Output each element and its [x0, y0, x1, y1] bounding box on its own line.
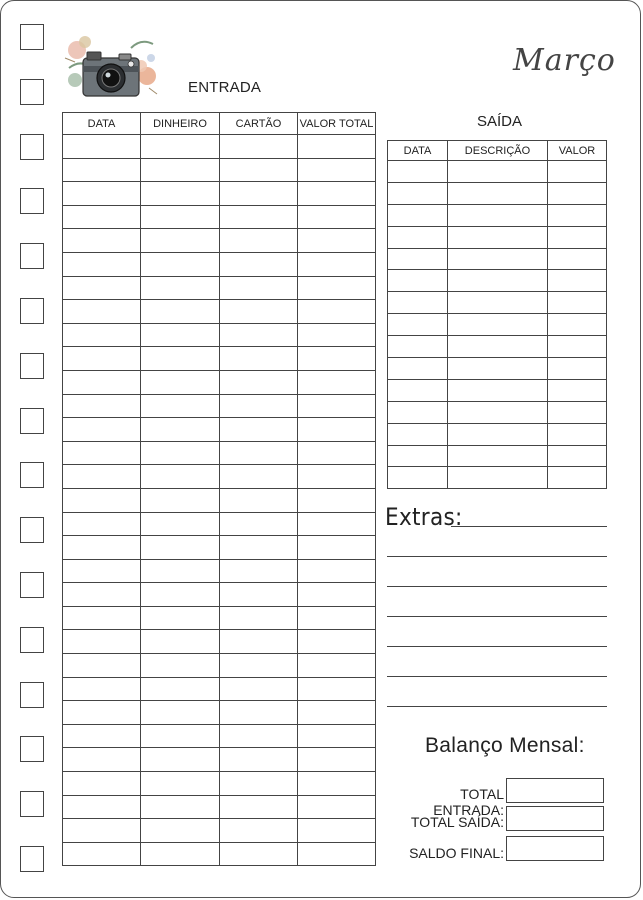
table-cell[interactable] [220, 229, 298, 253]
table-cell[interactable] [220, 583, 298, 607]
table-cell[interactable] [298, 300, 376, 324]
table-cell[interactable] [298, 276, 376, 300]
table-cell[interactable] [141, 158, 220, 182]
table-cell[interactable] [220, 795, 298, 819]
table-cell[interactable] [448, 467, 548, 489]
table-cell[interactable] [63, 205, 141, 229]
table-row [63, 347, 376, 371]
table-cell[interactable] [448, 270, 548, 292]
table-row [63, 135, 376, 159]
punch-hole [20, 188, 44, 214]
column-header-dinheiro: DINHEIRO [141, 113, 220, 135]
table-cell[interactable] [548, 336, 607, 358]
table-row [63, 842, 376, 866]
table-cell[interactable] [548, 204, 607, 226]
table-cell[interactable] [63, 182, 141, 206]
saida-table [387, 140, 607, 489]
table-row [388, 292, 607, 314]
table-row [63, 677, 376, 701]
table-cell[interactable] [220, 394, 298, 418]
table-cell[interactable] [548, 379, 607, 401]
table-cell[interactable] [141, 135, 220, 159]
table-cell[interactable] [548, 314, 607, 336]
table-cell[interactable] [298, 465, 376, 489]
saida-table-body [388, 161, 607, 489]
extras-line[interactable] [387, 616, 607, 617]
table-cell[interactable] [298, 205, 376, 229]
table-cell[interactable] [388, 292, 448, 314]
table-cell[interactable] [448, 379, 548, 401]
table-row [388, 270, 607, 292]
table-row [63, 441, 376, 465]
table-cell[interactable] [298, 347, 376, 371]
table-cell[interactable] [388, 182, 448, 204]
table-cell[interactable] [220, 441, 298, 465]
total-entrada-box[interactable] [506, 778, 604, 803]
table-row [63, 772, 376, 796]
table-cell[interactable] [63, 842, 141, 866]
table-cell[interactable] [141, 441, 220, 465]
table-cell[interactable] [141, 795, 220, 819]
punch-hole [20, 572, 44, 598]
table-row [63, 701, 376, 725]
table-cell[interactable] [448, 314, 548, 336]
table-cell[interactable] [63, 488, 141, 512]
table-cell[interactable] [141, 654, 220, 678]
total-saida-label: TOTAL SAÍDA: [410, 814, 504, 830]
column-header-cartao: CARTÃO [220, 113, 298, 135]
table-cell[interactable] [141, 418, 220, 442]
table-row [63, 229, 376, 253]
punch-hole [20, 134, 44, 160]
table-cell[interactable] [141, 724, 220, 748]
table-cell[interactable] [220, 536, 298, 560]
table-cell[interactable] [220, 300, 298, 324]
table-row [388, 161, 607, 183]
table-cell[interactable] [298, 772, 376, 796]
table-cell[interactable] [388, 314, 448, 336]
table-cell[interactable] [298, 252, 376, 276]
table-row [63, 205, 376, 229]
table-cell[interactable] [63, 252, 141, 276]
table-row [63, 536, 376, 560]
table-cell[interactable] [141, 182, 220, 206]
table-cell[interactable] [298, 229, 376, 253]
table-cell[interactable] [388, 226, 448, 248]
table-cell[interactable] [448, 204, 548, 226]
table-cell[interactable] [388, 379, 448, 401]
table-cell[interactable] [298, 701, 376, 725]
table-row [63, 465, 376, 489]
table-cell[interactable] [220, 512, 298, 536]
punch-hole [20, 846, 44, 872]
column-header-descricao: DESCRIÇÃO [448, 141, 548, 161]
table-cell[interactable] [388, 270, 448, 292]
table-cell[interactable] [388, 401, 448, 423]
table-cell[interactable] [298, 158, 376, 182]
table-row [388, 445, 607, 467]
table-cell[interactable] [220, 772, 298, 796]
table-header-row [388, 141, 607, 161]
table-row [388, 248, 607, 270]
table-cell[interactable] [141, 252, 220, 276]
table-cell[interactable] [548, 270, 607, 292]
table-cell[interactable] [220, 465, 298, 489]
table-cell[interactable] [298, 819, 376, 843]
punch-hole [20, 517, 44, 543]
punch-hole [20, 736, 44, 762]
table-cell[interactable] [448, 401, 548, 423]
table-row [63, 819, 376, 843]
column-header-data: DATA [388, 141, 448, 161]
table-cell[interactable] [298, 536, 376, 560]
table-cell[interactable] [63, 772, 141, 796]
entrada-table-body [63, 135, 376, 866]
table-cell[interactable] [141, 583, 220, 607]
saldo-final-box[interactable] [506, 836, 604, 861]
table-cell[interactable] [548, 358, 607, 380]
table-row [63, 394, 376, 418]
table-cell[interactable] [141, 276, 220, 300]
table-cell[interactable] [388, 467, 448, 489]
table-cell[interactable] [63, 394, 141, 418]
total-entrada-label: TOTAL ENTRADA: [433, 786, 504, 818]
table-row [388, 314, 607, 336]
table-cell[interactable] [63, 677, 141, 701]
table-cell[interactable] [141, 229, 220, 253]
table-row [388, 182, 607, 204]
table-cell[interactable] [63, 512, 141, 536]
table-row [63, 182, 376, 206]
extras-line[interactable] [451, 526, 607, 527]
table-cell[interactable] [448, 423, 548, 445]
table-cell[interactable] [298, 488, 376, 512]
table-cell[interactable] [141, 677, 220, 701]
table-cell[interactable] [298, 724, 376, 748]
table-row [63, 606, 376, 630]
column-header-valor-total: VALOR TOTAL [298, 113, 376, 135]
table-cell[interactable] [448, 226, 548, 248]
table-cell[interactable] [63, 418, 141, 442]
table-cell[interactable] [220, 701, 298, 725]
table-cell[interactable] [298, 583, 376, 607]
table-cell[interactable] [298, 748, 376, 772]
table-cell[interactable] [448, 358, 548, 380]
table-cell[interactable] [298, 370, 376, 394]
table-cell[interactable] [63, 465, 141, 489]
table-cell[interactable] [388, 423, 448, 445]
punch-hole [20, 791, 44, 817]
entrada-title: ENTRADA [188, 79, 262, 96]
table-cell[interactable] [548, 445, 607, 467]
table-cell[interactable] [298, 418, 376, 442]
table-cell[interactable] [141, 394, 220, 418]
table-cell[interactable] [448, 445, 548, 467]
table-cell[interactable] [220, 748, 298, 772]
table-cell[interactable] [220, 677, 298, 701]
table-cell[interactable] [220, 559, 298, 583]
table-cell[interactable] [548, 467, 607, 489]
punch-hole [20, 408, 44, 434]
table-cell[interactable] [298, 441, 376, 465]
table-cell[interactable] [63, 748, 141, 772]
table-cell[interactable] [220, 370, 298, 394]
table-row [63, 418, 376, 442]
punch-hole [20, 462, 44, 488]
table-header-row [63, 113, 376, 135]
balance-title: Balanço Mensal: [425, 734, 585, 757]
table-cell[interactable] [220, 488, 298, 512]
punch-hole [20, 24, 44, 50]
table-row [63, 158, 376, 182]
punch-hole [20, 627, 44, 653]
table-cell[interactable] [63, 819, 141, 843]
table-cell[interactable] [63, 536, 141, 560]
table-cell[interactable] [141, 300, 220, 324]
table-cell[interactable] [220, 205, 298, 229]
table-cell[interactable] [298, 394, 376, 418]
table-row [63, 323, 376, 347]
table-cell[interactable] [63, 347, 141, 371]
table-cell[interactable] [220, 347, 298, 371]
table-cell[interactable] [448, 161, 548, 183]
table-cell[interactable] [220, 323, 298, 347]
table-cell[interactable] [63, 158, 141, 182]
table-cell[interactable] [388, 161, 448, 183]
extras-label: Extras: [385, 503, 463, 531]
table-cell[interactable] [63, 229, 141, 253]
table-cell[interactable] [388, 445, 448, 467]
table-cell[interactable] [63, 630, 141, 654]
table-cell[interactable] [63, 323, 141, 347]
table-cell[interactable] [298, 559, 376, 583]
saida-title: SAÍDA [477, 113, 523, 130]
table-cell[interactable] [141, 370, 220, 394]
punch-hole [20, 79, 44, 105]
table-cell[interactable] [141, 347, 220, 371]
saldo-final-label: SALDO FINAL: [409, 845, 504, 861]
table-cell[interactable] [63, 300, 141, 324]
table-row [63, 276, 376, 300]
table-cell[interactable] [141, 772, 220, 796]
table-cell[interactable] [388, 336, 448, 358]
table-cell[interactable] [63, 701, 141, 725]
table-cell[interactable] [298, 677, 376, 701]
table-row [63, 630, 376, 654]
table-cell[interactable] [141, 559, 220, 583]
table-cell[interactable] [63, 276, 141, 300]
table-cell[interactable] [141, 512, 220, 536]
table-cell[interactable] [220, 654, 298, 678]
table-cell[interactable] [548, 182, 607, 204]
extras-line[interactable] [387, 586, 607, 587]
table-row [388, 401, 607, 423]
table-cell[interactable] [220, 606, 298, 630]
table-row [388, 423, 607, 445]
table-cell[interactable] [298, 630, 376, 654]
table-cell[interactable] [548, 292, 607, 314]
table-row [63, 300, 376, 324]
table-cell[interactable] [63, 583, 141, 607]
table-cell[interactable] [141, 606, 220, 630]
table-row [63, 559, 376, 583]
extras-line[interactable] [387, 676, 607, 677]
table-cell[interactable] [448, 248, 548, 270]
table-cell[interactable] [388, 204, 448, 226]
table-cell[interactable] [141, 465, 220, 489]
table-cell[interactable] [141, 842, 220, 866]
table-row [63, 795, 376, 819]
table-row [63, 748, 376, 772]
entrada-table [62, 112, 376, 866]
extras-line[interactable] [387, 556, 607, 557]
table-cell[interactable] [448, 292, 548, 314]
table-cell[interactable] [220, 418, 298, 442]
table-cell[interactable] [63, 795, 141, 819]
table-cell[interactable] [141, 205, 220, 229]
table-cell[interactable] [298, 512, 376, 536]
column-header-valor: VALOR [548, 141, 607, 161]
table-cell[interactable] [141, 536, 220, 560]
table-cell[interactable] [63, 441, 141, 465]
table-row [388, 336, 607, 358]
table-cell[interactable] [63, 724, 141, 748]
table-cell[interactable] [63, 559, 141, 583]
table-cell[interactable] [548, 423, 607, 445]
table-cell[interactable] [548, 226, 607, 248]
table-cell[interactable] [298, 795, 376, 819]
table-cell[interactable] [141, 630, 220, 654]
table-cell[interactable] [220, 630, 298, 654]
table-cell[interactable] [141, 701, 220, 725]
table-cell[interactable] [448, 182, 548, 204]
table-row [63, 488, 376, 512]
table-row [63, 724, 376, 748]
table-cell[interactable] [298, 135, 376, 159]
table-row [388, 226, 607, 248]
table-cell[interactable] [548, 401, 607, 423]
table-cell[interactable] [220, 819, 298, 843]
table-row [388, 204, 607, 226]
table-cell[interactable] [141, 323, 220, 347]
column-header-data: DATA [63, 113, 141, 135]
punch-hole [20, 353, 44, 379]
table-cell[interactable] [220, 135, 298, 159]
table-row [63, 252, 376, 276]
table-row [388, 467, 607, 489]
total-saida-box[interactable] [506, 806, 604, 831]
month-title: Março [513, 43, 616, 78]
punch-hole [20, 298, 44, 324]
table-cell[interactable] [548, 248, 607, 270]
table-cell[interactable] [220, 276, 298, 300]
table-cell[interactable] [220, 158, 298, 182]
table-row [63, 370, 376, 394]
camera-with-flowers-icon [61, 28, 161, 108]
extras-line[interactable] [387, 706, 607, 707]
table-cell[interactable] [220, 182, 298, 206]
table-row [388, 358, 607, 380]
table-row [63, 654, 376, 678]
table-cell[interactable] [141, 488, 220, 512]
table-row [63, 512, 376, 536]
table-cell[interactable] [298, 654, 376, 678]
table-cell[interactable] [63, 370, 141, 394]
table-cell[interactable] [298, 606, 376, 630]
table-cell[interactable] [298, 842, 376, 866]
table-cell[interactable] [141, 748, 220, 772]
table-cell[interactable] [63, 606, 141, 630]
table-cell[interactable] [448, 336, 548, 358]
table-cell[interactable] [220, 724, 298, 748]
extras-line[interactable] [387, 646, 607, 647]
table-cell[interactable] [141, 819, 220, 843]
table-cell[interactable] [298, 182, 376, 206]
punch-hole [20, 243, 44, 269]
table-cell[interactable] [298, 323, 376, 347]
punch-hole [20, 682, 44, 708]
table-cell[interactable] [548, 161, 607, 183]
table-cell[interactable] [220, 252, 298, 276]
table-cell[interactable] [388, 358, 448, 380]
table-cell[interactable] [388, 248, 448, 270]
table-cell[interactable] [220, 842, 298, 866]
table-row [388, 379, 607, 401]
table-cell[interactable] [63, 654, 141, 678]
table-row [63, 583, 376, 607]
table-cell[interactable] [63, 135, 141, 159]
